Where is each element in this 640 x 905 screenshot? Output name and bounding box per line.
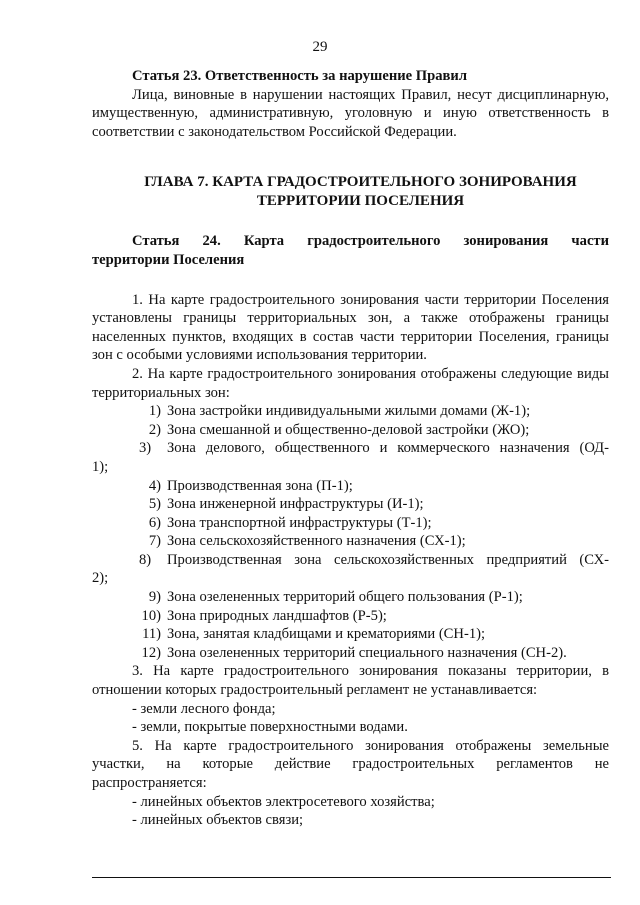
article-24-paragraph-2: 2. На карте градостроительного зонирования отображены следующие виды территориальных зон: (92, 365, 609, 401)
list-item: - линейных объектов электросетевого хозяйства; (132, 793, 435, 810)
list-item (92, 588, 609, 607)
list-item-text: Зона инженерной инфраструктуры (И-1); (167, 496, 424, 513)
article-24-paragraph-3: 3. На карте градостроительного зонирования показаны территории, в отношении которых градостроительный регламент не устанавливается: (92, 663, 609, 699)
list-item-text: Зона, занятая кладбищами и крематориями (СН-1); (167, 626, 486, 643)
list-item-text: Зона застройки индивидуальными жилыми домами (Ж-1); (167, 403, 531, 420)
list-item (92, 477, 609, 496)
article-23-title: Статья 23. Ответственность за нарушение Правил (132, 68, 468, 84)
chapter-7-heading-line2: ТЕРРИТОРИИ ПОСЕЛЕНИЯ (256, 193, 465, 210)
list-item-text: Производственная зона сельскохозяйственных предприятий (СХ- (167, 551, 609, 568)
footer-divider (92, 877, 611, 878)
list-item-number: 2) (148, 421, 161, 438)
list-item (92, 514, 609, 533)
list-item-number: 1) (148, 403, 161, 420)
list-item: - линейных объектов связи; (132, 812, 304, 829)
list-item: - земли лесного фонда; (132, 700, 276, 717)
article-24-paragraph-5: 5. На карте градостроительного зонирования отображены земельные участки, на которые действие градостроительных регламентов не распространяется: (92, 737, 609, 791)
list-item (92, 625, 609, 644)
chapter-7-heading-line1: ГЛАВА 7. КАРТА ГРАДОСТРОИТЕЛЬНОГО ЗОНИРОВАНИЯ (144, 174, 577, 191)
list-item-number: 3) (139, 440, 152, 457)
list-item (92, 551, 609, 570)
list-item-text: Зона сельскохозяйственного назначения (СХ-1); (167, 533, 466, 550)
list-item-number: 8) (139, 551, 152, 568)
article-24-paragraph-1: 1. На карте градостроительного зонирования части территории Поселения установлены границы территориальных зон, а также отображены границы населенных пунктов, входящих в состав части территории Поселения, границы зон с особыми условиями использования территории. (92, 291, 609, 364)
list-item-text: Зона природных ландшафтов (Р-5); (167, 607, 387, 624)
list-item (92, 644, 609, 663)
list-item-text: Производственная зона (П-1); (167, 477, 353, 494)
article-23-text: Лица, виновные в нарушении настоящих Правил, несут дисциплинарную, имущественную, административную, уголовную и иную ответственность в соответствии с законодательством Российской Федерации. (92, 86, 609, 140)
list-item-text: Зона озелененных территорий специального назначения (СН-2). (167, 644, 567, 661)
zone-list (92, 402, 609, 662)
list-item-number: 6) (148, 514, 161, 531)
list-item (92, 532, 609, 551)
chapter-7-heading (92, 173, 609, 211)
list-item-text: Зона делового, общественного и коммерческого назначения (ОД- (167, 440, 609, 457)
list-item-text: Зона озелененных территорий общего пользования (Р-1); (167, 589, 523, 606)
list-item (92, 495, 609, 514)
list-item: - земли, покрытые поверхностными водами. (132, 719, 408, 736)
list-item-continuation: 2); (92, 570, 109, 587)
list-item-number: 9) (148, 589, 161, 606)
list-item-number: 11) (142, 626, 161, 643)
list-item-number: 7) (148, 533, 161, 550)
list-item (92, 402, 609, 421)
list-item (92, 421, 609, 440)
list-item (92, 439, 609, 458)
page-number: 29 (312, 39, 328, 55)
list-item-text: Зона смешанной и общественно-деловой застройки (ЖО); (167, 421, 530, 438)
list-item-number: 12) (141, 644, 161, 661)
list-item-number: 5) (148, 496, 161, 513)
list-item-continuation: 1); (92, 458, 109, 475)
list-item-number: 4) (148, 477, 161, 494)
list-item-number: 10) (141, 607, 161, 624)
page-content (92, 67, 609, 830)
list-item-text: Зона транспортной инфраструктуры (Т-1); (167, 514, 432, 531)
article-24-title-line2: территории Поселения (92, 251, 245, 268)
article-24-title-line1: Статья 24. Карта градостроительного зонирования части (132, 233, 609, 250)
list-item (92, 607, 609, 626)
